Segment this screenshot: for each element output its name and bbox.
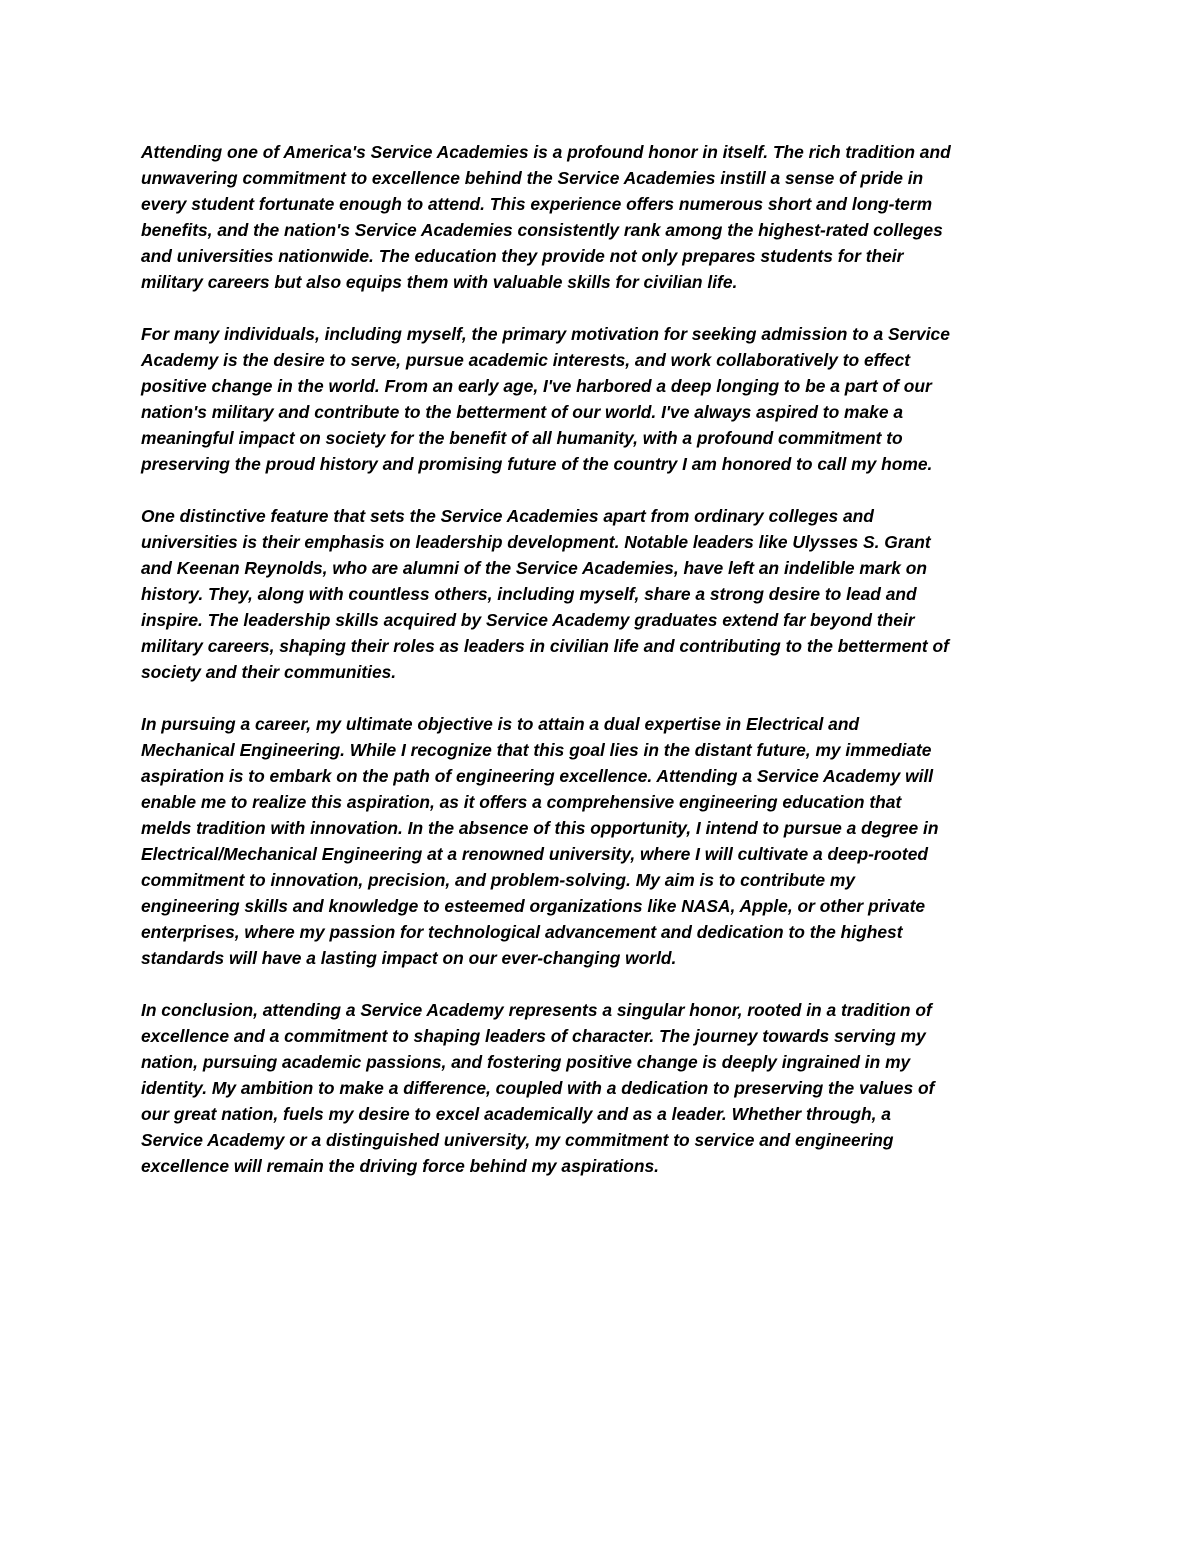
text-line: standards will have a lasting impact on our ever-changing world. xyxy=(141,948,677,968)
paragraph-4 xyxy=(141,711,1066,971)
text-line: In pursuing a career, my ultimate objective is to attain a dual expertise in Electrical and xyxy=(141,714,860,734)
text-line: preserving the proud history and promising future of the country I am honored to call my home. xyxy=(141,454,933,474)
text-line: positive change in the world. From an early age, I've harbored a deep longing to be a part of our xyxy=(141,376,932,396)
text-line: society and their communities. xyxy=(141,662,397,682)
text-line: meaningful impact on society for the benefit of all humanity, with a profound commitment to xyxy=(141,428,903,448)
text-line: excellence will remain the driving force behind my aspirations. xyxy=(141,1156,660,1176)
paragraph-1 xyxy=(141,139,1066,295)
text-line: military careers but also equips them with valuable skills for civilian life. xyxy=(141,272,738,292)
text-line: melds tradition with innovation. In the absence of this opportunity, I intend to pursue a degree in xyxy=(141,818,939,838)
text-line: aspiration is to embark on the path of engineering excellence. Attending a Service Academy will xyxy=(141,766,934,786)
text-line: Electrical/Mechanical Engineering at a renowned university, where I will cultivate a deep-rooted xyxy=(141,844,928,864)
text-line: Attending one of America's Service Academies is a profound honor in itself. The rich tradition and xyxy=(141,142,951,162)
text-line: engineering skills and knowledge to esteemed organizations like NASA, Apple, or other private xyxy=(141,896,926,916)
text-line: In conclusion, attending a Service Academy represents a singular honor, rooted in a tradition of xyxy=(141,1000,932,1020)
text-line: Academy is the desire to serve, pursue academic interests, and work collaboratively to effect xyxy=(141,350,911,370)
text-line: history. They, along with countless others, including myself, share a strong desire to lead and xyxy=(141,584,917,604)
text-line: every student fortunate enough to attend. This experience offers numerous short and long-term xyxy=(141,194,933,214)
text-line: commitment to innovation, precision, and problem-solving. My aim is to contribute my xyxy=(141,870,856,890)
text-line: unwavering commitment to excellence behind the Service Academies instill a sense of pride in xyxy=(141,168,924,188)
text-line: For many individuals, including myself, the primary motivation for seeking admission to a Service xyxy=(141,324,950,344)
text-line: Mechanical Engineering. While I recognize that this goal lies in the distant future, my immediate xyxy=(141,740,932,760)
text-line: our great nation, fuels my desire to excel academically and as a leader. Whether through, a xyxy=(141,1104,891,1124)
text-line: military careers, shaping their roles as leaders in civilian life and contributing to the betterment of xyxy=(141,636,949,656)
text-line: universities is their emphasis on leadership development. Notable leaders like Ulysses S. Grant xyxy=(141,532,931,552)
text-line: nation, pursuing academic passions, and fostering positive change is deeply ingrained in my xyxy=(141,1052,911,1072)
paragraph-5 xyxy=(141,997,1066,1179)
paragraph-2 xyxy=(141,321,1066,477)
text-line: and universities nationwide. The education they provide not only prepares students for their xyxy=(141,246,904,266)
text-line: enable me to realize this aspiration, as it offers a comprehensive engineering education that xyxy=(141,792,902,812)
text-line: enterprises, where my passion for technological advancement and dedication to the highest xyxy=(141,922,903,942)
text-line: and Keenan Reynolds, who are alumni of the Service Academies, have left an indelible mark on xyxy=(141,558,928,578)
text-line: benefits, and the nation's Service Academies consistently rank among the highest-rated colleges xyxy=(141,220,943,240)
text-line: excellence and a commitment to shaping leaders of character. The journey towards serving my xyxy=(141,1026,926,1046)
text-line: Service Academy or a distinguished university, my commitment to service and engineering xyxy=(141,1130,894,1150)
text-line: One distinctive feature that sets the Service Academies apart from ordinary colleges and xyxy=(141,506,874,526)
text-line: nation's military and contribute to the betterment of our world. I've always aspired to make a xyxy=(141,402,904,422)
text-line: inspire. The leadership skills acquired by Service Academy graduates extend far beyond their xyxy=(141,610,915,630)
paragraph-3 xyxy=(141,503,1066,685)
text-line: identity. My ambition to make a difference, coupled with a dedication to preserving the values of xyxy=(141,1078,935,1098)
essay-body xyxy=(141,139,1066,1205)
